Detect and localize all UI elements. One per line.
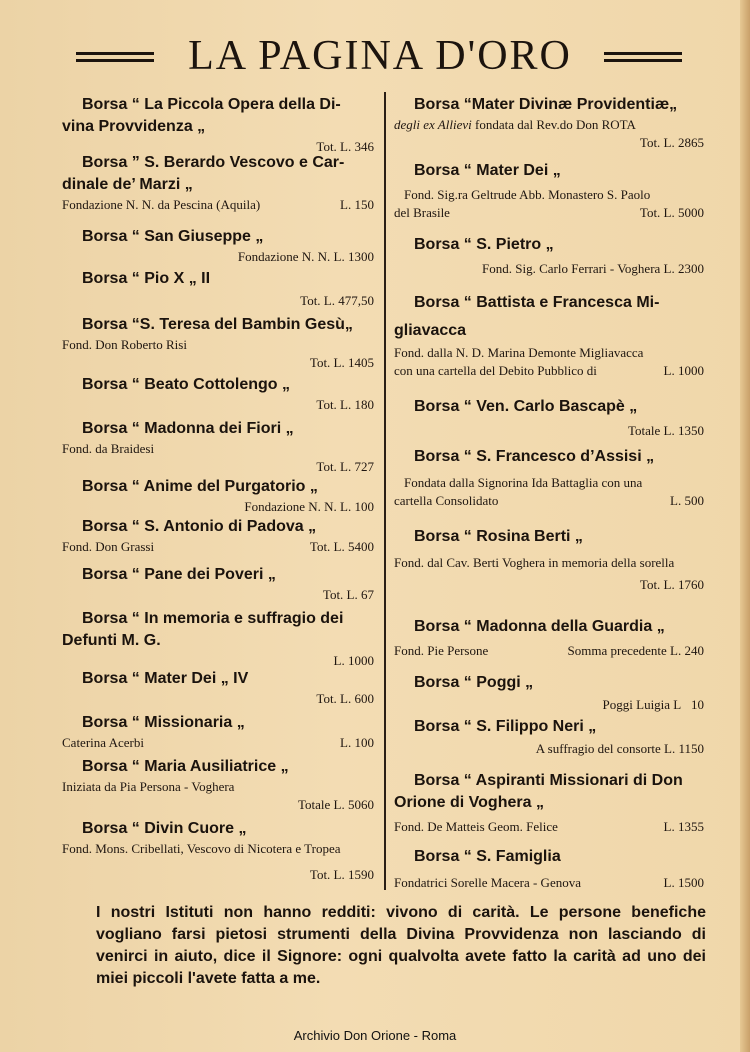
- entry-pio-x: [62, 268, 374, 310]
- entry-note-cont: del Brasile: [394, 205, 450, 220]
- entry-title: Borsa “ Mater Dei „ IV: [82, 670, 249, 687]
- entry-title: Borsa “ Pane dei Poveri „: [82, 566, 276, 583]
- entry-amount: L. 1000: [333, 653, 374, 668]
- entry-row: [394, 204, 704, 222]
- page-title: LA PAGINA D'ORO: [188, 33, 572, 79]
- entry-note: Fond. Pie Persone: [394, 643, 489, 658]
- entry-note: Poggi Luigia L: [602, 697, 682, 712]
- right-rule-top: [604, 52, 682, 55]
- entry-note: Fond. dal Cav. Berti Voghera in memoria della sorella: [394, 555, 675, 570]
- entry-note: Fond. da Braidesi: [62, 441, 155, 456]
- entry-title-cont: Orione di Voghera „: [394, 794, 544, 811]
- entry-note: Fond. Don Roberto Risi: [62, 337, 187, 352]
- entry-title: Borsa “ Beato Cottolengo „: [82, 376, 291, 393]
- entry-row: [394, 818, 704, 836]
- entry-title: Borsa “ S. Pietro „: [414, 236, 554, 253]
- page-edge: [740, 0, 750, 1052]
- entry-poggi: [394, 672, 704, 714]
- entry-title: Borsa “ Madonna dei Fiori „: [82, 420, 294, 437]
- entry-title: Borsa “ Aspiranti Missionari di Don: [414, 772, 683, 789]
- entry-title-cont: vina Provvidenza „: [62, 118, 206, 135]
- entry-amount: Fond. Sig. Carlo Ferrari - Voghera L. 2300: [482, 261, 704, 276]
- entry-amount: Tot. L. 1760: [639, 577, 704, 592]
- entry-amount: Tot. L. 477,50: [300, 293, 374, 308]
- entry-amount: Fondazione N. N. L. 1300: [237, 249, 374, 264]
- entry-title: Borsa “ La Piccola Opera della Di-: [82, 96, 341, 113]
- entry-amount: Tot. L. 600: [316, 691, 374, 706]
- entry-title: Borsa “ Mater Dei „: [414, 162, 561, 179]
- entry-title: Borsa “ S. Francesco d’Assisi „: [414, 448, 655, 465]
- entry-amount: L. 500: [670, 493, 704, 508]
- entry-title: Borsa “ Anime del Purgatorio „: [82, 478, 318, 495]
- entry-row: [394, 362, 704, 380]
- entry-amount: A suffragio del consorte L. 1150: [535, 741, 704, 756]
- entry-s-famiglia: [394, 846, 704, 892]
- entry-rosina-berti: [394, 526, 704, 594]
- entry-pane-poveri: [62, 564, 374, 604]
- entry-title: Borsa “ Ven. Carlo Bascapè „: [414, 398, 638, 415]
- entry-amount: Tot. L. 2865: [639, 135, 704, 150]
- entry-row: [394, 492, 704, 510]
- entry-note: Fond. De Matteis Geom. Felice: [394, 819, 558, 834]
- entry-s-antonio: [62, 516, 374, 556]
- entry-amount: 10: [691, 697, 704, 712]
- entry-title: Borsa “ Maria Ausiliatrice „: [82, 758, 289, 775]
- entry-note: Iniziata da Pia Persona - Voghera: [62, 779, 235, 794]
- entry-piccola-opera: [62, 94, 374, 156]
- column-divider: [384, 92, 386, 890]
- entry-row: [62, 734, 374, 752]
- entry-amount: Fondazione N. N. L. 100: [244, 499, 374, 514]
- entry-note: Fond. dalla N. D. Marina Demonte Migliavacca: [394, 345, 644, 360]
- left-rule-top: [76, 52, 154, 55]
- entry-mater-dei-iv: [62, 668, 374, 708]
- entry-amount: L. 1355: [663, 819, 704, 834]
- entry-amount: Totale L. 1350: [628, 423, 704, 438]
- entry-madonna-guardia: [394, 616, 704, 660]
- entry-bascape: [394, 396, 704, 440]
- entry-s-berardo: [62, 152, 374, 214]
- entry-title: Borsa “ S. Antonio di Padova „: [82, 518, 317, 535]
- entry-note: Fond. Sig.ra Geltrude Abb. Monastero S. Paolo: [404, 187, 651, 202]
- entry-battista-francesca: [394, 288, 704, 380]
- entry-amount: Tot. L. 1405: [309, 355, 374, 370]
- entry-title: Borsa “ Pio X „ II: [82, 270, 211, 287]
- entry-amount: Tot. L. 5000: [639, 205, 704, 220]
- entry-title: Borsa “ S. Filippo Neri „: [414, 718, 597, 735]
- entry-s-francesco: [394, 446, 704, 510]
- entry-title-cont: dinale de’ Marzi „: [62, 176, 193, 193]
- entry-row: [62, 538, 374, 556]
- entry-title: Borsa “ San Giuseppe „: [82, 228, 264, 245]
- entry-title: Borsa “ S. Famiglia: [414, 848, 561, 865]
- entry-title: Borsa “ In memoria e suffragio dei: [82, 610, 344, 627]
- entry-amount: Tot. L. 5400: [309, 539, 374, 554]
- entry-note-italic: degli ex Allievi: [394, 117, 472, 132]
- left-rule-bottom: [76, 59, 154, 62]
- entry-s-pietro: [394, 234, 704, 278]
- entry-amount: L. 150: [340, 197, 374, 212]
- entry-title: Borsa “S. Teresa del Bambin Gesù„: [82, 316, 353, 333]
- entry-title: Borsa “ Battistа e Francesca Mi-: [414, 294, 660, 311]
- entry-maria-ausiliatrice: [62, 756, 374, 814]
- entry-amount: Tot. L. 180: [316, 397, 374, 412]
- entry-divin-cuore: [62, 818, 374, 884]
- entry-san-giuseppe: [62, 226, 374, 266]
- entry-amount: Tot. L. 346: [316, 139, 374, 154]
- header: [0, 26, 750, 86]
- entry-madonna-fiori: [62, 418, 374, 476]
- right-rule-bottom: [604, 59, 682, 62]
- entry-amount: Tot. L. 727: [316, 459, 374, 474]
- entry-title: Borsa “Mater Divinæ Providentiæ„: [414, 96, 678, 113]
- entry-amount: Totale L. 5060: [298, 797, 374, 812]
- entry-amount: L. 1500: [663, 875, 704, 890]
- entry-in-memoria: [62, 608, 374, 670]
- entry-amount: L. 100: [340, 735, 374, 750]
- entry-note: Fondata dalla Signorina Ida Battaglia con una: [404, 475, 643, 490]
- entry-title: Borsa ” S. Berardo Vescovo e Car-: [82, 154, 345, 171]
- entry-row: [62, 196, 374, 214]
- entry-row: [394, 642, 704, 660]
- entry-note-cont: con una cartella del Debito Pubblico di: [394, 363, 597, 378]
- entry-title: Borsa “ Missionaria „: [82, 714, 245, 731]
- entry-missionaria: [62, 712, 374, 752]
- entry-note: Caterina Acerbi: [62, 735, 144, 750]
- entry-title: Borsa “ Madonna della Guardia „: [414, 618, 665, 635]
- entry-title: Borsa “ Poggi „: [414, 674, 534, 691]
- entry-title: Borsa “ Divin Cuore „: [82, 820, 247, 837]
- entry-amount: Tot. L. 1590: [309, 867, 374, 882]
- entry-mater-divinae: [394, 94, 704, 152]
- entry-amount: Tot. L. 67: [322, 587, 374, 602]
- entry-cottolengo: [62, 374, 374, 414]
- entry-note: Fond. Don Grassi: [62, 539, 155, 554]
- entry-note: Fondatrici Sorelle Macera - Genova: [394, 875, 581, 890]
- archive-caption: Archivio Don Orione - Roma: [293, 1028, 457, 1043]
- entry-note-cont: cartella Consolidato: [394, 493, 499, 508]
- entry-amount: Somma precedente L. 240: [567, 643, 704, 658]
- entry-title: Borsa “ Rosina Berti „: [414, 528, 583, 545]
- entry-note: fondata dal Rev.do Don ROTA: [474, 117, 636, 132]
- entry-s-filippo: [394, 716, 704, 758]
- entry-aspiranti: [394, 770, 704, 836]
- closing-paragraph: I nostri Istituti non hanno redditi: vivono di carità. Le persone benefiche vogliano farsi pietosi strumenti della Divina Provvidenza non lasciando di venirci in aiuto, dice il Signore: ogni qualvolta avete fatto la carità ad uno dei miei piccoli l'avete fatta a me.: [96, 904, 706, 987]
- entry-note: Fondazione N. N. da Pescina (Aquila): [62, 197, 261, 212]
- entry-amount: L. 1000: [663, 363, 704, 378]
- entry-title-cont: gliavacca: [394, 322, 467, 339]
- entry-anime-purgatorio: [62, 476, 374, 516]
- entry-note: Fond. Mons. Cribellati, Vescovo di Nicotera e Tropea: [62, 841, 341, 856]
- entry-s-teresa: [62, 314, 374, 372]
- entry-row: [394, 874, 704, 892]
- entry-mater-dei: [394, 160, 704, 222]
- entry-title-cont: Defunti M. G.: [62, 632, 161, 649]
